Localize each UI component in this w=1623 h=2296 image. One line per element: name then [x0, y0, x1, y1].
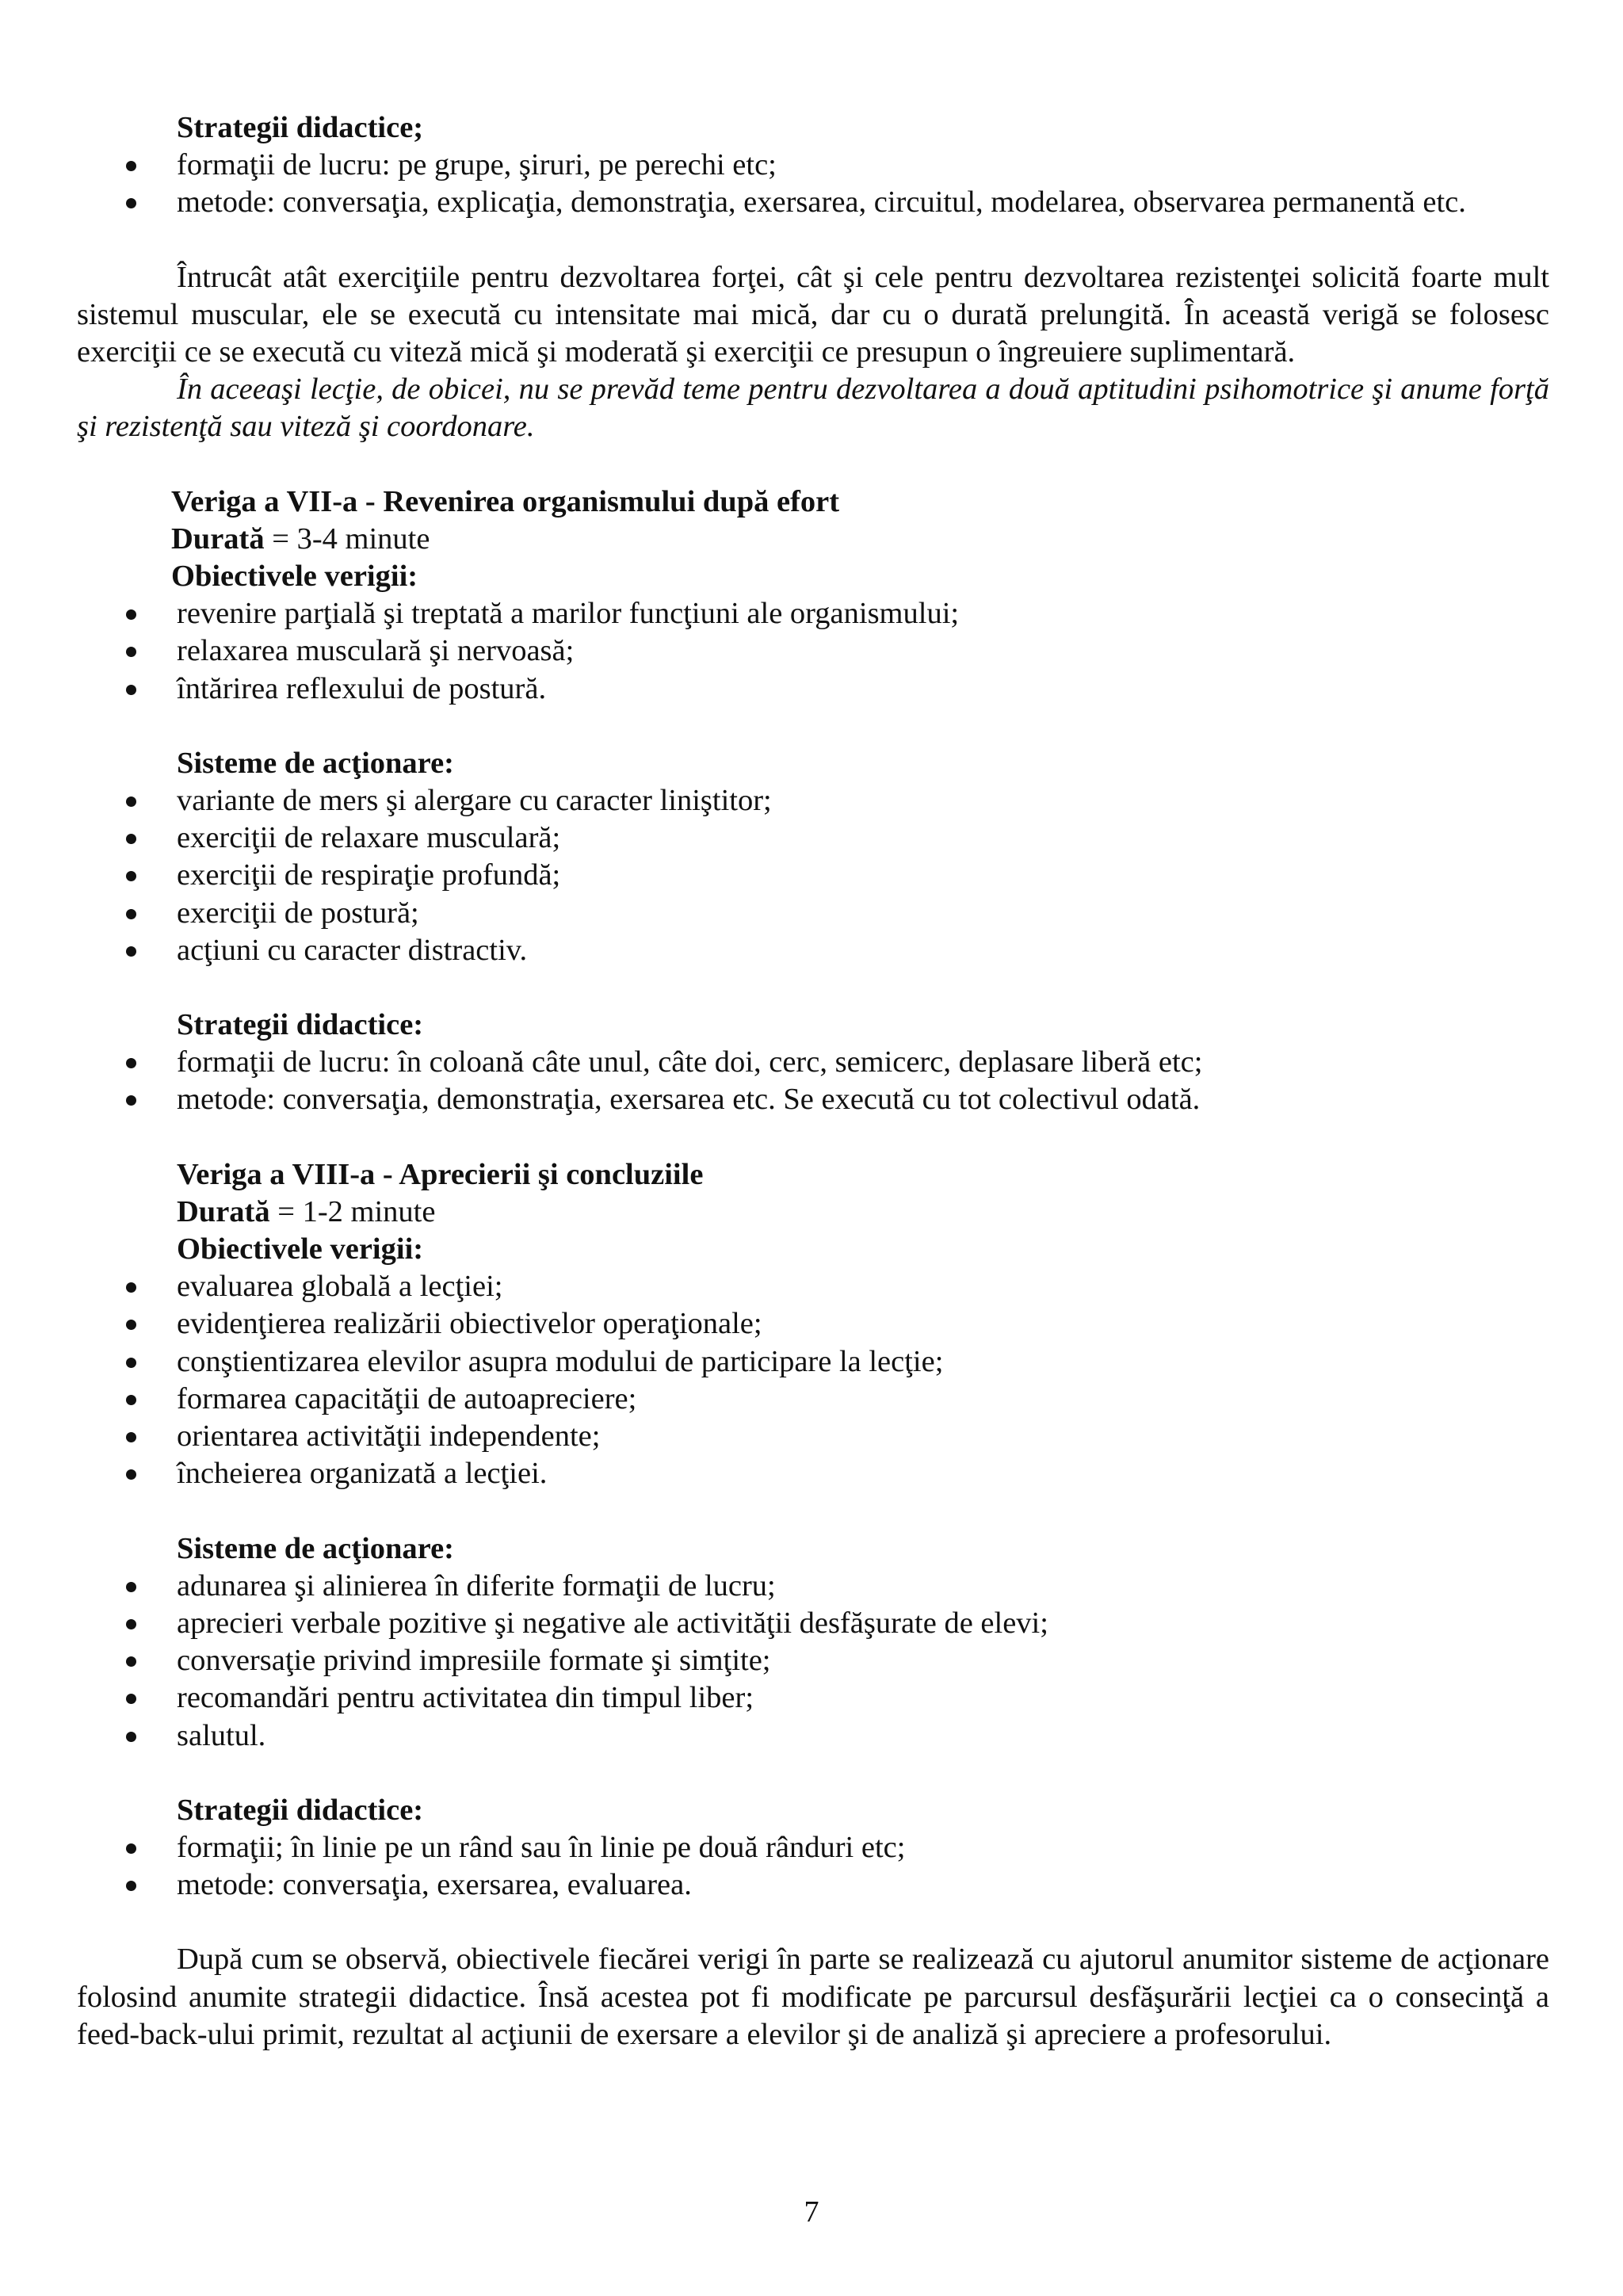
spacer: [77, 708, 1549, 745]
spacer: [77, 1119, 1549, 1156]
systems-list: [77, 1568, 1549, 1755]
document-page: [77, 109, 1549, 2053]
objectives-list: [77, 1268, 1549, 1492]
body-paragraph: Întrucât atât exerciţiile pentru dezvoltarea forţei, cât şi cele pentru dezvoltarea rezistenţei solicită foarte mult sistemul muscular, ele se execută cu intensitate mai mică, dar cu o durată prelungită. În această verigă se folosesc exerciţii ce se execută cu viteză mică şi moderată şi exerciţii ce presupun o îngreuiere suplimentară.: [77, 260, 1549, 369]
strategies-list: [77, 147, 1549, 221]
systems-heading: Sisteme de acţionare:: [177, 746, 454, 780]
list-item: revenire parţială şi treptată a marilor funcţiuni ale organismului;: [77, 595, 1549, 632]
list-item: acţiuni cu caracter distractiv.: [77, 932, 1549, 969]
list-item: salutul.: [77, 1717, 1549, 1755]
spacer: [77, 1755, 1549, 1792]
list-item: exerciţii de relaxare musculară;: [77, 819, 1549, 857]
list-item: formarea capacităţii de autoapreciere;: [77, 1381, 1549, 1418]
italic-paragraph: În aceeaşi lecţie, de obicei, nu se prevăd teme pentru dezvoltarea a două aptitudini psihomotrice şi anume forţă şi rezistenţă sau viteză şi coordonare.: [77, 372, 1549, 444]
spacer: [77, 446, 1549, 483]
list-item: conştientizarea elevilor asupra modului de participare la lecţie;: [77, 1343, 1549, 1381]
objectives-heading: Obiectivele verigii:: [177, 1232, 424, 1266]
objectives-heading: Obiectivele verigii:: [171, 560, 418, 594]
list-item: variante de mers şi alergare cu caracter liniştitor;: [77, 782, 1549, 819]
list-item: metode: conversaţia, explicaţia, demonstraţia, exersarea, circuitul, modelarea, observarea permanentă etc.: [77, 184, 1549, 221]
list-item: conversaţie privind impresiile formate şi simţite;: [77, 1642, 1549, 1679]
spacer: [77, 969, 1549, 1007]
strategies-heading: Strategii didactice:: [177, 1793, 424, 1827]
duration-line: Durată = 1-2 minute: [177, 1194, 436, 1228]
list-item: formaţii; în linie pe un rând sau în linie pe două rânduri etc;: [77, 1829, 1549, 1866]
list-item: exerciţii de postură;: [77, 895, 1549, 932]
strategies-list: [77, 1044, 1549, 1118]
list-item: recomandări pentru activitatea din timpul liber;: [77, 1679, 1549, 1717]
section-title: Veriga a VII-a - Revenirea organismului după efort: [171, 484, 840, 518]
body-paragraph: După cum se observă, obiectivele fiecărei verigi în parte se realizează cu ajutorul anumitor sisteme de acţionare folosind anumite strategii didactice. Însă acestea pot fi modificate pe parcursul desfăşurării lecţiei ca o consecinţă a feed-back-ului primit, rezultat al acţiunii de exersare a elevilor şi de analiză şi apreciere a profesorului.: [77, 1943, 1549, 2051]
list-item: evaluarea globală a lecţiei;: [77, 1268, 1549, 1305]
list-item: metode: conversaţia, exersarea, evaluarea.: [77, 1866, 1549, 1904]
list-item: formaţii de lucru: în coloană câte unul, câte doi, cerc, semicerc, deplasare liberă etc;: [77, 1044, 1549, 1081]
systems-list: [77, 782, 1549, 969]
spacer: [77, 222, 1549, 259]
systems-heading: Sisteme de acţionare:: [177, 1531, 454, 1565]
spacer: [77, 1904, 1549, 1941]
list-item: întărirea reflexului de postură.: [77, 670, 1549, 708]
section-title: Veriga a VIII-a - Aprecierii şi concluziile: [177, 1157, 704, 1191]
list-item: orientarea activităţii independente;: [77, 1418, 1549, 1455]
strategies-heading: Strategii didactice:: [177, 1008, 424, 1042]
page-number: 7: [804, 2195, 819, 2229]
strategies-heading: Strategii didactice;: [177, 111, 424, 144]
list-item: metode: conversaţia, demonstraţia, exersarea etc. Se execută cu tot colectivul odată.: [77, 1081, 1549, 1118]
strategies-list: [77, 1829, 1549, 1904]
list-item: relaxarea musculară şi nervoasă;: [77, 632, 1549, 670]
spacer: [77, 1493, 1549, 1530]
duration-line: Durată = 3-4 minute: [171, 521, 430, 556]
list-item: adunarea şi alinierea în diferite formaţii de lucru;: [77, 1568, 1549, 1605]
objectives-list: [77, 595, 1549, 708]
list-item: aprecieri verbale pozitive şi negative ale activităţii desfăşurate de elevi;: [77, 1605, 1549, 1642]
list-item: exerciţii de respiraţie profundă;: [77, 857, 1549, 894]
list-item: formaţii de lucru: pe grupe, şiruri, pe perechi etc;: [77, 147, 1549, 184]
list-item: încheierea organizată a lecţiei.: [77, 1455, 1549, 1492]
list-item: evidenţierea realizării obiectivelor operaţionale;: [77, 1305, 1549, 1343]
